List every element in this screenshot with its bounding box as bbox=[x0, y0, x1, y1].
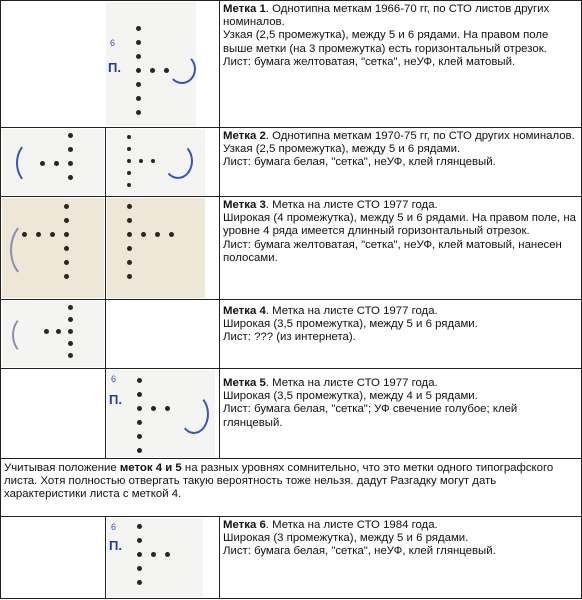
conclusion-note: Учитывая положение меток 4 и 5 на разных уровнях сомнительно, что это метки одного типографского листа. Хотя полностью отвергать такую вероятность тоже нельзя. дадут Разгадку могут дать характеристики листа с меткой 4. bbox=[4, 462, 554, 501]
col-border bbox=[0, 0, 1, 599]
col-border bbox=[105, 127, 106, 459]
row-border bbox=[0, 299, 582, 300]
row-border bbox=[0, 598, 582, 599]
mark-1-photo: 6 П. bbox=[106, 2, 196, 126]
mark-1-description: Метка 1. Однотипна меткам 1966-70 гг, по СТО листов других номиналов. Узкая (2,5 промежутка), между 5 и 6 рядами. На правом поле выше метки (на 3 промежутка) есть горизонтальный отрезок. Лист: бумага желтоватая, "сетка", неУФ, клей матовый. bbox=[223, 3, 550, 68]
mark-3-description: Метка 3. Метка на листе СТО 1977 года. Широкая (4 промежутка), между 5 и 6 рядами. На правом поле, на уровне 4 ряда имеется длинный горизонтальный отрезок. Лист: бумага желтоватая, "сетка", неУФ, клей матовый, нанесен полосами. bbox=[223, 199, 576, 264]
mark-2-photo-right bbox=[107, 129, 205, 195]
col-border bbox=[219, 516, 220, 599]
row-border bbox=[0, 516, 582, 517]
mark-3-heading: Метка 3 bbox=[223, 199, 266, 211]
mark-5-photo: 6 П. bbox=[107, 370, 215, 457]
mark-6-description: Метка 6. Метка на листе СТО 1984 года. Широкая (3 промежутка), между 5 и 6 рядами. Лист: бумага белая, "сетка", неУФ, клей глянцевый. bbox=[223, 519, 496, 558]
mark-6-heading: Метка 6 bbox=[223, 519, 266, 531]
mark-5-description: Метка 5. Метка на листе СТО 1977 года. Широкая (3,5 промежутка), между 4 и 5 рядами. Лист: бумага белая, "сетка"; УФ свечение голубое; клей глянцевый. bbox=[223, 377, 518, 429]
row-border bbox=[0, 0, 582, 1]
mark-2-description: Метка 2. Однотипна меткам 1970-75 гг, по СТО других номиналов. Узкая (2,5 промежутка), между 5 и 6 рядами. Лист: бумага белая, "сетка", неУФ, клей глянцевый. bbox=[223, 130, 575, 169]
mark-2-heading: Метка 2 bbox=[223, 130, 266, 142]
mark-5-heading: Метка 5 bbox=[223, 377, 266, 389]
mark-2-photo-left bbox=[2, 129, 104, 195]
mark-1-heading: Метка 1 bbox=[223, 3, 266, 15]
mark-4-heading: Метка 4 bbox=[223, 305, 266, 317]
mark-6-photo: 6 П. bbox=[107, 518, 203, 597]
row-border bbox=[0, 458, 582, 459]
row-border bbox=[0, 127, 582, 128]
row-border bbox=[0, 196, 582, 197]
mark-3-photo-right bbox=[107, 198, 205, 298]
row-border bbox=[0, 368, 582, 369]
col-border bbox=[105, 516, 106, 599]
mark-4-description: Метка 4. Метка на листе СТО 1977 года. Широкая (3,5 промежутка), между 5 и 6 рядами. Лист: ??? (из интернета). bbox=[223, 305, 478, 344]
col-border bbox=[219, 0, 220, 459]
mark-4-photo bbox=[2, 301, 104, 367]
mark-3-photo-left bbox=[2, 198, 104, 298]
